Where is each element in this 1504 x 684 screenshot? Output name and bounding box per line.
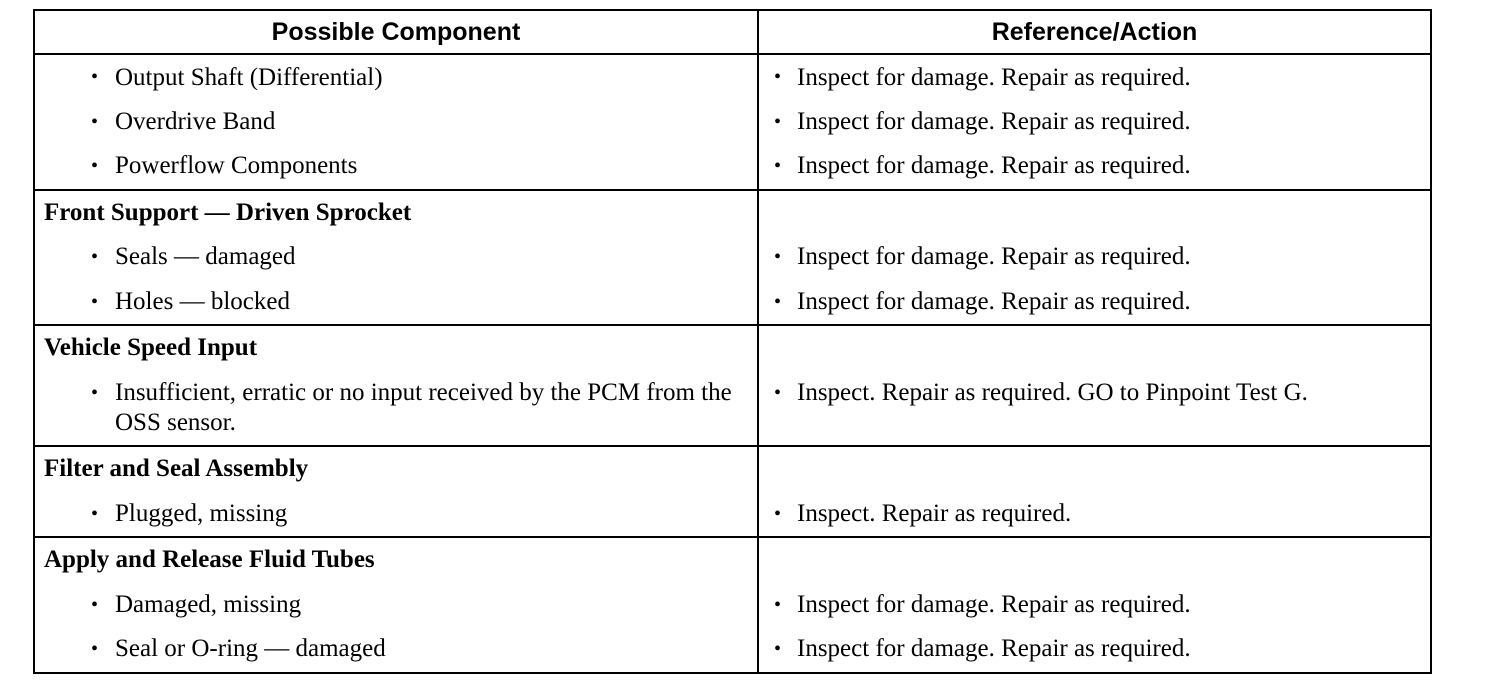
action-item-row	[759, 492, 1430, 537]
component-item: Output Shaft (Differential)	[115, 64, 383, 91]
component-group-heading: Filter and Seal Assembly	[44, 455, 309, 482]
component-cell	[34, 537, 758, 673]
bullet-icon: •	[91, 246, 99, 268]
table-row	[34, 537, 1431, 673]
component-item-row	[35, 280, 757, 325]
action-spacer	[759, 326, 1430, 371]
action-item: Inspect for damage. Repair as required.	[797, 287, 1191, 315]
bullet-icon: •	[774, 155, 782, 177]
table-header-row	[34, 10, 1431, 54]
header-reference-action: Reference/Action	[758, 10, 1431, 54]
action-cell	[758, 446, 1431, 537]
component-item: Holes — blocked	[115, 287, 290, 315]
component-item: Insufficient, erratic or no input received by the PCM from the OSS sensor.	[115, 378, 732, 436]
action-item-row	[759, 144, 1430, 189]
action-item: Inspect for damage. Repair as required.	[797, 107, 1191, 135]
action-item: Inspect for damage. Repair as required.	[797, 590, 1191, 618]
action-item-row	[759, 583, 1430, 628]
table-row	[34, 446, 1431, 537]
component-item: Damaged, missing	[115, 590, 302, 618]
bullet-icon: •	[774, 381, 782, 404]
bullet-icon: •	[91, 593, 99, 616]
bullet-icon: •	[774, 593, 782, 616]
component-item: Seal or O-ring — damaged	[115, 635, 386, 662]
bullet-icon: •	[91, 638, 99, 660]
component-item-row	[35, 371, 757, 446]
diagnostic-table	[33, 9, 1432, 674]
bullet-icon: •	[774, 246, 782, 268]
action-spacer	[759, 191, 1430, 236]
component-item-row	[35, 144, 757, 189]
action-spacer	[759, 538, 1430, 583]
table-row	[34, 325, 1431, 446]
component-cell	[34, 325, 758, 446]
action-item: Inspect for damage. Repair as required.	[797, 243, 1191, 270]
header-possible-component: Possible Component	[34, 10, 758, 54]
bullet-icon: •	[774, 638, 782, 660]
action-spacer	[759, 447, 1430, 492]
action-item-row	[759, 280, 1430, 325]
bullet-icon: •	[774, 110, 782, 133]
component-item-row	[35, 235, 757, 280]
component-item-row	[35, 583, 757, 628]
bullet-icon: •	[774, 502, 782, 525]
component-item-row	[35, 55, 757, 100]
bullet-icon: •	[774, 66, 782, 88]
component-item: Overdrive Band	[115, 107, 276, 135]
table-row	[34, 54, 1431, 190]
component-cell	[34, 190, 758, 326]
component-group-heading: Front Support — Driven Sprocket	[44, 198, 412, 226]
bullet-icon: •	[91, 110, 99, 133]
action-item-row	[759, 371, 1430, 446]
action-cell	[758, 190, 1431, 326]
component-item: Powerflow Components	[115, 152, 358, 179]
table-row	[34, 190, 1431, 326]
action-item: Inspect for damage. Repair as required.	[797, 64, 1191, 91]
bullet-icon: •	[91, 290, 99, 313]
action-cell	[758, 54, 1431, 190]
table-body	[34, 54, 1431, 673]
action-item-row	[759, 627, 1430, 672]
action-item-row	[759, 55, 1430, 100]
action-item: Inspect. Repair as required.	[797, 499, 1072, 527]
action-cell	[758, 325, 1431, 446]
action-item: Inspect for damage. Repair as required.	[797, 152, 1191, 179]
bullet-icon: •	[774, 290, 782, 313]
action-cell	[758, 537, 1431, 673]
bullet-icon: •	[91, 66, 99, 88]
component-item-row	[35, 492, 757, 537]
action-item-row	[759, 100, 1430, 145]
action-item: Inspect. Repair as required. GO to Pinpoint Test G.	[797, 378, 1308, 406]
component-group-heading: Apply and Release Fluid Tubes	[44, 546, 375, 573]
bullet-icon: •	[91, 155, 99, 177]
component-item: Seals — damaged	[115, 243, 296, 270]
bullet-icon: •	[91, 381, 99, 404]
bullet-icon: •	[91, 502, 99, 525]
action-item: Inspect for damage. Repair as required.	[797, 635, 1191, 662]
component-item-row	[35, 627, 757, 672]
component-item: Plugged, missing	[115, 499, 288, 527]
component-cell	[34, 446, 758, 537]
action-item-row	[759, 235, 1430, 280]
component-cell	[34, 54, 758, 190]
component-group-heading: Vehicle Speed Input	[44, 334, 258, 361]
component-item-row	[35, 100, 757, 145]
